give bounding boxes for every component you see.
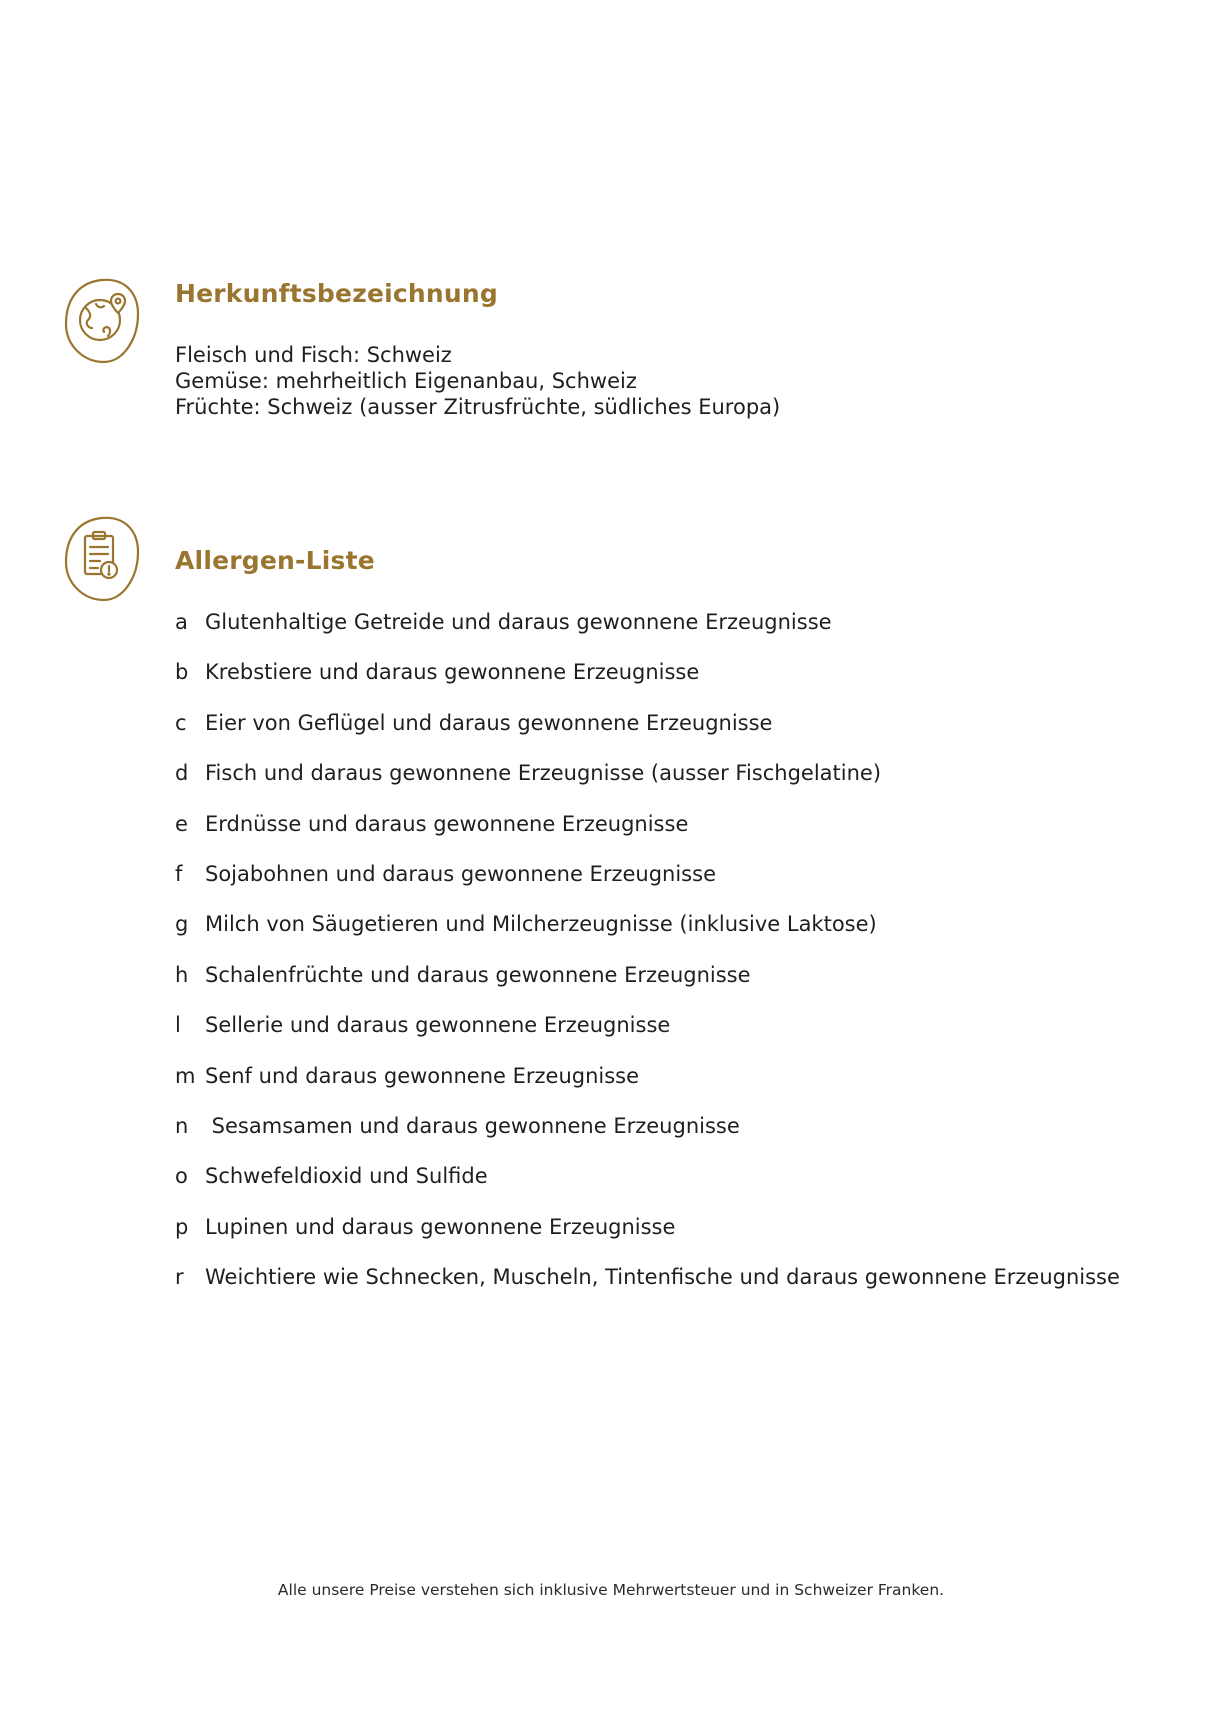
allergen-item-r — [175, 1262, 1120, 1312]
allergen-text: Schwefeldioxid und Sulfide — [205, 1164, 488, 1189]
allergen-item-b — [175, 657, 1120, 707]
price-footnote: Alle unsere Preise verstehen sich inklusive Mehrwertsteuer und in Schweizer Franken. — [277, 1581, 945, 1599]
allergen-item-p — [175, 1212, 1120, 1262]
globe-location-icon — [62, 276, 142, 366]
allergen-code: n — [175, 1113, 189, 1138]
allergen-item-e — [175, 809, 1120, 859]
allergen-item-c — [175, 708, 1120, 758]
allergen-code: f — [175, 861, 183, 886]
allergen-text: Sojabohnen und daraus gewonnene Erzeugnisse — [205, 861, 716, 886]
clipboard-warning-icon — [62, 514, 142, 604]
allergen-code: r — [175, 1265, 184, 1290]
allergen-code: h — [175, 962, 189, 987]
allergen-text: Weichtiere wie Schnecken, Muscheln, Tintenfische und daraus gewonnene Erzeugnisse — [205, 1265, 1120, 1290]
allergen-item-a — [175, 607, 1120, 657]
allergen-code: o — [175, 1164, 188, 1189]
allergen-text: Senf und daraus gewonnene Erzeugnisse — [205, 1063, 640, 1088]
origin-heading: Herkunftsbezeichnung — [175, 279, 498, 308]
allergen-text: Eier von Geflügel und daraus gewonnene Erzeugnisse — [205, 710, 773, 735]
allergen-item-h — [175, 960, 1120, 1010]
allergen-code: m — [175, 1063, 196, 1088]
allergen-item-f — [175, 859, 1120, 909]
allergen-code: c — [175, 710, 187, 735]
allergen-code: l — [175, 1013, 181, 1038]
allergen-code: g — [175, 912, 189, 937]
origin-line-fruits: Früchte: Schweiz (ausser Zitrusfrüchte, südliches Europa) — [175, 395, 781, 419]
allergen-text: Sesamsamen und daraus gewonnene Erzeugnisse — [205, 1113, 740, 1138]
allergen-heading: Allergen-Liste — [175, 546, 375, 575]
allergen-item-m — [175, 1061, 1120, 1111]
allergen-item-n — [175, 1111, 1120, 1161]
allergen-text: Schalenfrüchte und daraus gewonnene Erzeugnisse — [205, 962, 751, 987]
allergen-text: Milch von Säugetieren und Milcherzeugnisse (inklusive Laktose) — [205, 912, 877, 937]
allergen-code: p — [175, 1214, 189, 1239]
allergen-code: d — [175, 761, 189, 786]
allergen-text: Sellerie und daraus gewonnene Erzeugnisse — [205, 1013, 671, 1038]
allergen-list — [175, 607, 1120, 1312]
allergen-code: a — [175, 610, 188, 634]
allergen-item-l — [175, 1010, 1120, 1060]
allergen-item-d — [175, 758, 1120, 808]
allergen-code: b — [175, 660, 189, 685]
origin-line-meat: Fleisch und Fisch: Schweiz — [175, 343, 452, 367]
allergen-item-o — [175, 1161, 1120, 1211]
allergen-text: Fisch und daraus gewonnene Erzeugnisse (ausser Fischgelatine) — [205, 761, 882, 786]
allergen-text: Krebstiere und daraus gewonnene Erzeugnisse — [205, 660, 700, 685]
origin-lines — [175, 342, 780, 420]
allergen-text: Lupinen und daraus gewonnene Erzeugnisse — [205, 1214, 676, 1239]
allergen-text: Glutenhaltige Getreide und daraus gewonnene Erzeugnisse — [205, 610, 832, 634]
allergen-text: Erdnüsse und daraus gewonnene Erzeugnisse — [205, 811, 689, 836]
allergen-code: e — [175, 811, 188, 836]
origin-line-vegetables: Gemüse: mehrheitlich Eigenanbau, Schweiz — [175, 369, 637, 393]
allergen-item-g — [175, 909, 1120, 959]
